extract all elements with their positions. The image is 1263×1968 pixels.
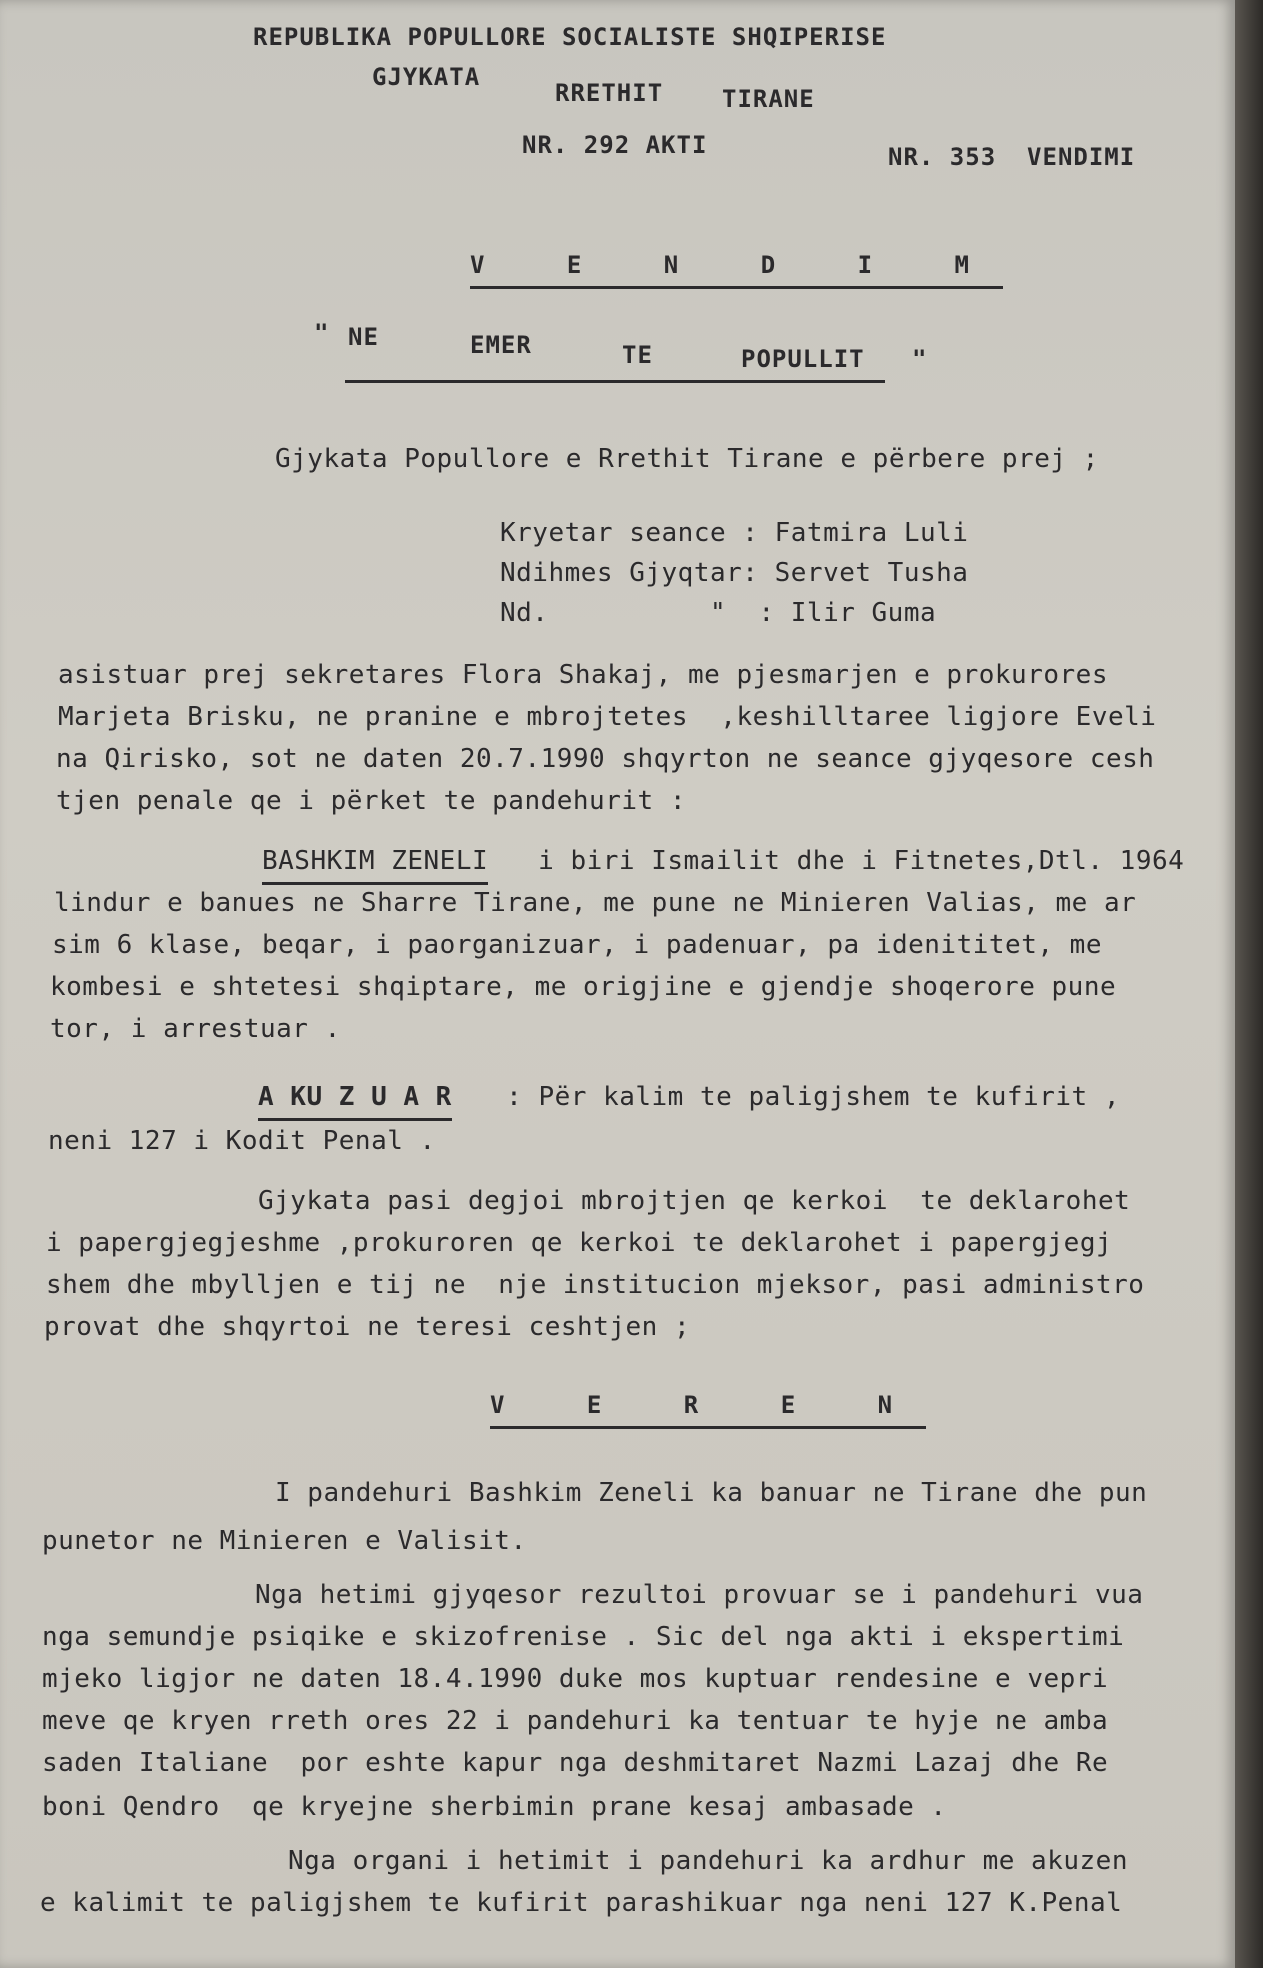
subtitle-word-4: POPULLIT: [741, 345, 865, 373]
paragraph-line: kombesi e shtetesi shqiptare, me origjine e gjendje shoqerore pune: [50, 972, 1117, 1002]
paragraph-line: neni 127 i Kodit Penal .: [48, 1126, 436, 1156]
accused-label: A KU Z U A R: [258, 1082, 452, 1121]
court-header-word-1: GJYKATA: [372, 63, 481, 91]
paragraph-line: Nga organi i hetimit i pandehuri ka ardhur me akuzen: [288, 1846, 1128, 1876]
paragraph-line: saden Italiane por eshte kapur nga deshmitaret Nazmi Lazaj dhe Re: [42, 1748, 1109, 1778]
decision-number: NR. 353 VENDIMI: [888, 143, 1136, 171]
paragraph-line: sim 6 klase, beqar, i paorganizuar, i padenuar, pa idenititet, me: [52, 930, 1102, 960]
court-header-word-2: RRETHIT: [555, 79, 664, 107]
subtitle-word-1: NE: [348, 323, 379, 351]
subtitle-word-2: EMER: [470, 331, 532, 359]
paragraph-line: i papergjegjeshme ,prokuroren qe kerkoi te deklarohet i papergjegj: [46, 1228, 1113, 1258]
court-header-word-3: TIRANE: [722, 85, 815, 113]
subtitle-quote-close: ": [912, 345, 928, 373]
panel-line: Ndihmes Gjyqtar: Servet Tusha: [500, 558, 969, 588]
paragraph-line: tor, i arrestuar .: [50, 1014, 341, 1044]
republic-header: REPUBLIKA POPULLORE SOCIALISTE SHQIPERISE: [253, 23, 887, 51]
paragraph-line: lindur e banues ne Sharre Tirane, me pune ne Minieren Valias, me ar: [54, 888, 1137, 918]
paragraph-line: Gjykata pasi degjoi mbrojtjen qe kerkoi te deklarohet: [258, 1186, 1131, 1216]
paragraph-line: na Qirisko, sot ne daten 20.7.1990 shqyrton ne seance gjyqesore cesh: [56, 744, 1155, 774]
subtitle-word-3: TE: [622, 341, 653, 369]
court-intro: Gjykata Popullore e Rrethit Tirane e përbere prej ;: [275, 444, 1099, 474]
paragraph-line: punetor ne Minieren e Valisit.: [42, 1526, 527, 1556]
paragraph-line: boni Qendro qe kryejne sherbimin prane kesaj ambasade .: [42, 1792, 947, 1822]
paragraph-line: I pandehuri Bashkim Zeneli ka banuar ne Tirane dhe pun: [275, 1478, 1148, 1508]
paragraph-line: Marjeta Brisku, ne pranine e mbrojtetes ,keshilltaree ligjore Eveli: [58, 702, 1157, 732]
paragraph-line: tjen penale qe i përket te pandehurit :: [56, 786, 686, 816]
panel-line: Kryetar seance : Fatmira Luli: [500, 518, 969, 548]
findings-title: V E R E N: [490, 1390, 926, 1429]
accusation: : Për kalim te paligjshem te kufirit ,: [490, 1082, 1120, 1112]
paragraph-line: mjeko ligjor ne daten 18.4.1990 duke mos kuptuar rendesine e vepri: [42, 1664, 1109, 1694]
paragraph-line: asistuar prej sekretares Flora Shakaj, me pjesmarjen e prokurores: [58, 660, 1108, 690]
decision-title: V E N D I M: [470, 250, 1003, 289]
paragraph-line: shem dhe mbylljen e tij ne nje institucion mjeksor, pasi administro: [46, 1270, 1145, 1300]
page-edge-shadow: [1235, 0, 1263, 1968]
defendant-name: BASHKIM ZENELI: [262, 846, 488, 885]
paragraph-line: nga semundje psiqike e skizofrenise . Sic del nga akti i ekspertimi: [42, 1622, 1125, 1652]
paragraph-line: provat dhe shqyrtoi ne teresi ceshtjen ;: [44, 1312, 691, 1342]
paragraph-line: meve qe kryen rreth ores 22 i pandehuri ka tentuar te hyje ne amba: [42, 1706, 1109, 1736]
defendant-details: i biri Ismailit dhe i Fitnetes,Dtl. 1964: [522, 846, 1185, 876]
paragraph-line: e kalimit te paligjshem te kufirit parashikuar nga neni 127 K.Penal: [40, 1888, 1123, 1918]
paragraph-line: Nga hetimi gjyqesor rezultoi provuar se i pandehuri vua: [255, 1580, 1144, 1610]
subtitle-quote-open: ": [314, 319, 330, 347]
panel-line: Nd. " : Ilir Guma: [500, 598, 937, 628]
act-number: NR. 292 AKTI: [522, 131, 708, 159]
